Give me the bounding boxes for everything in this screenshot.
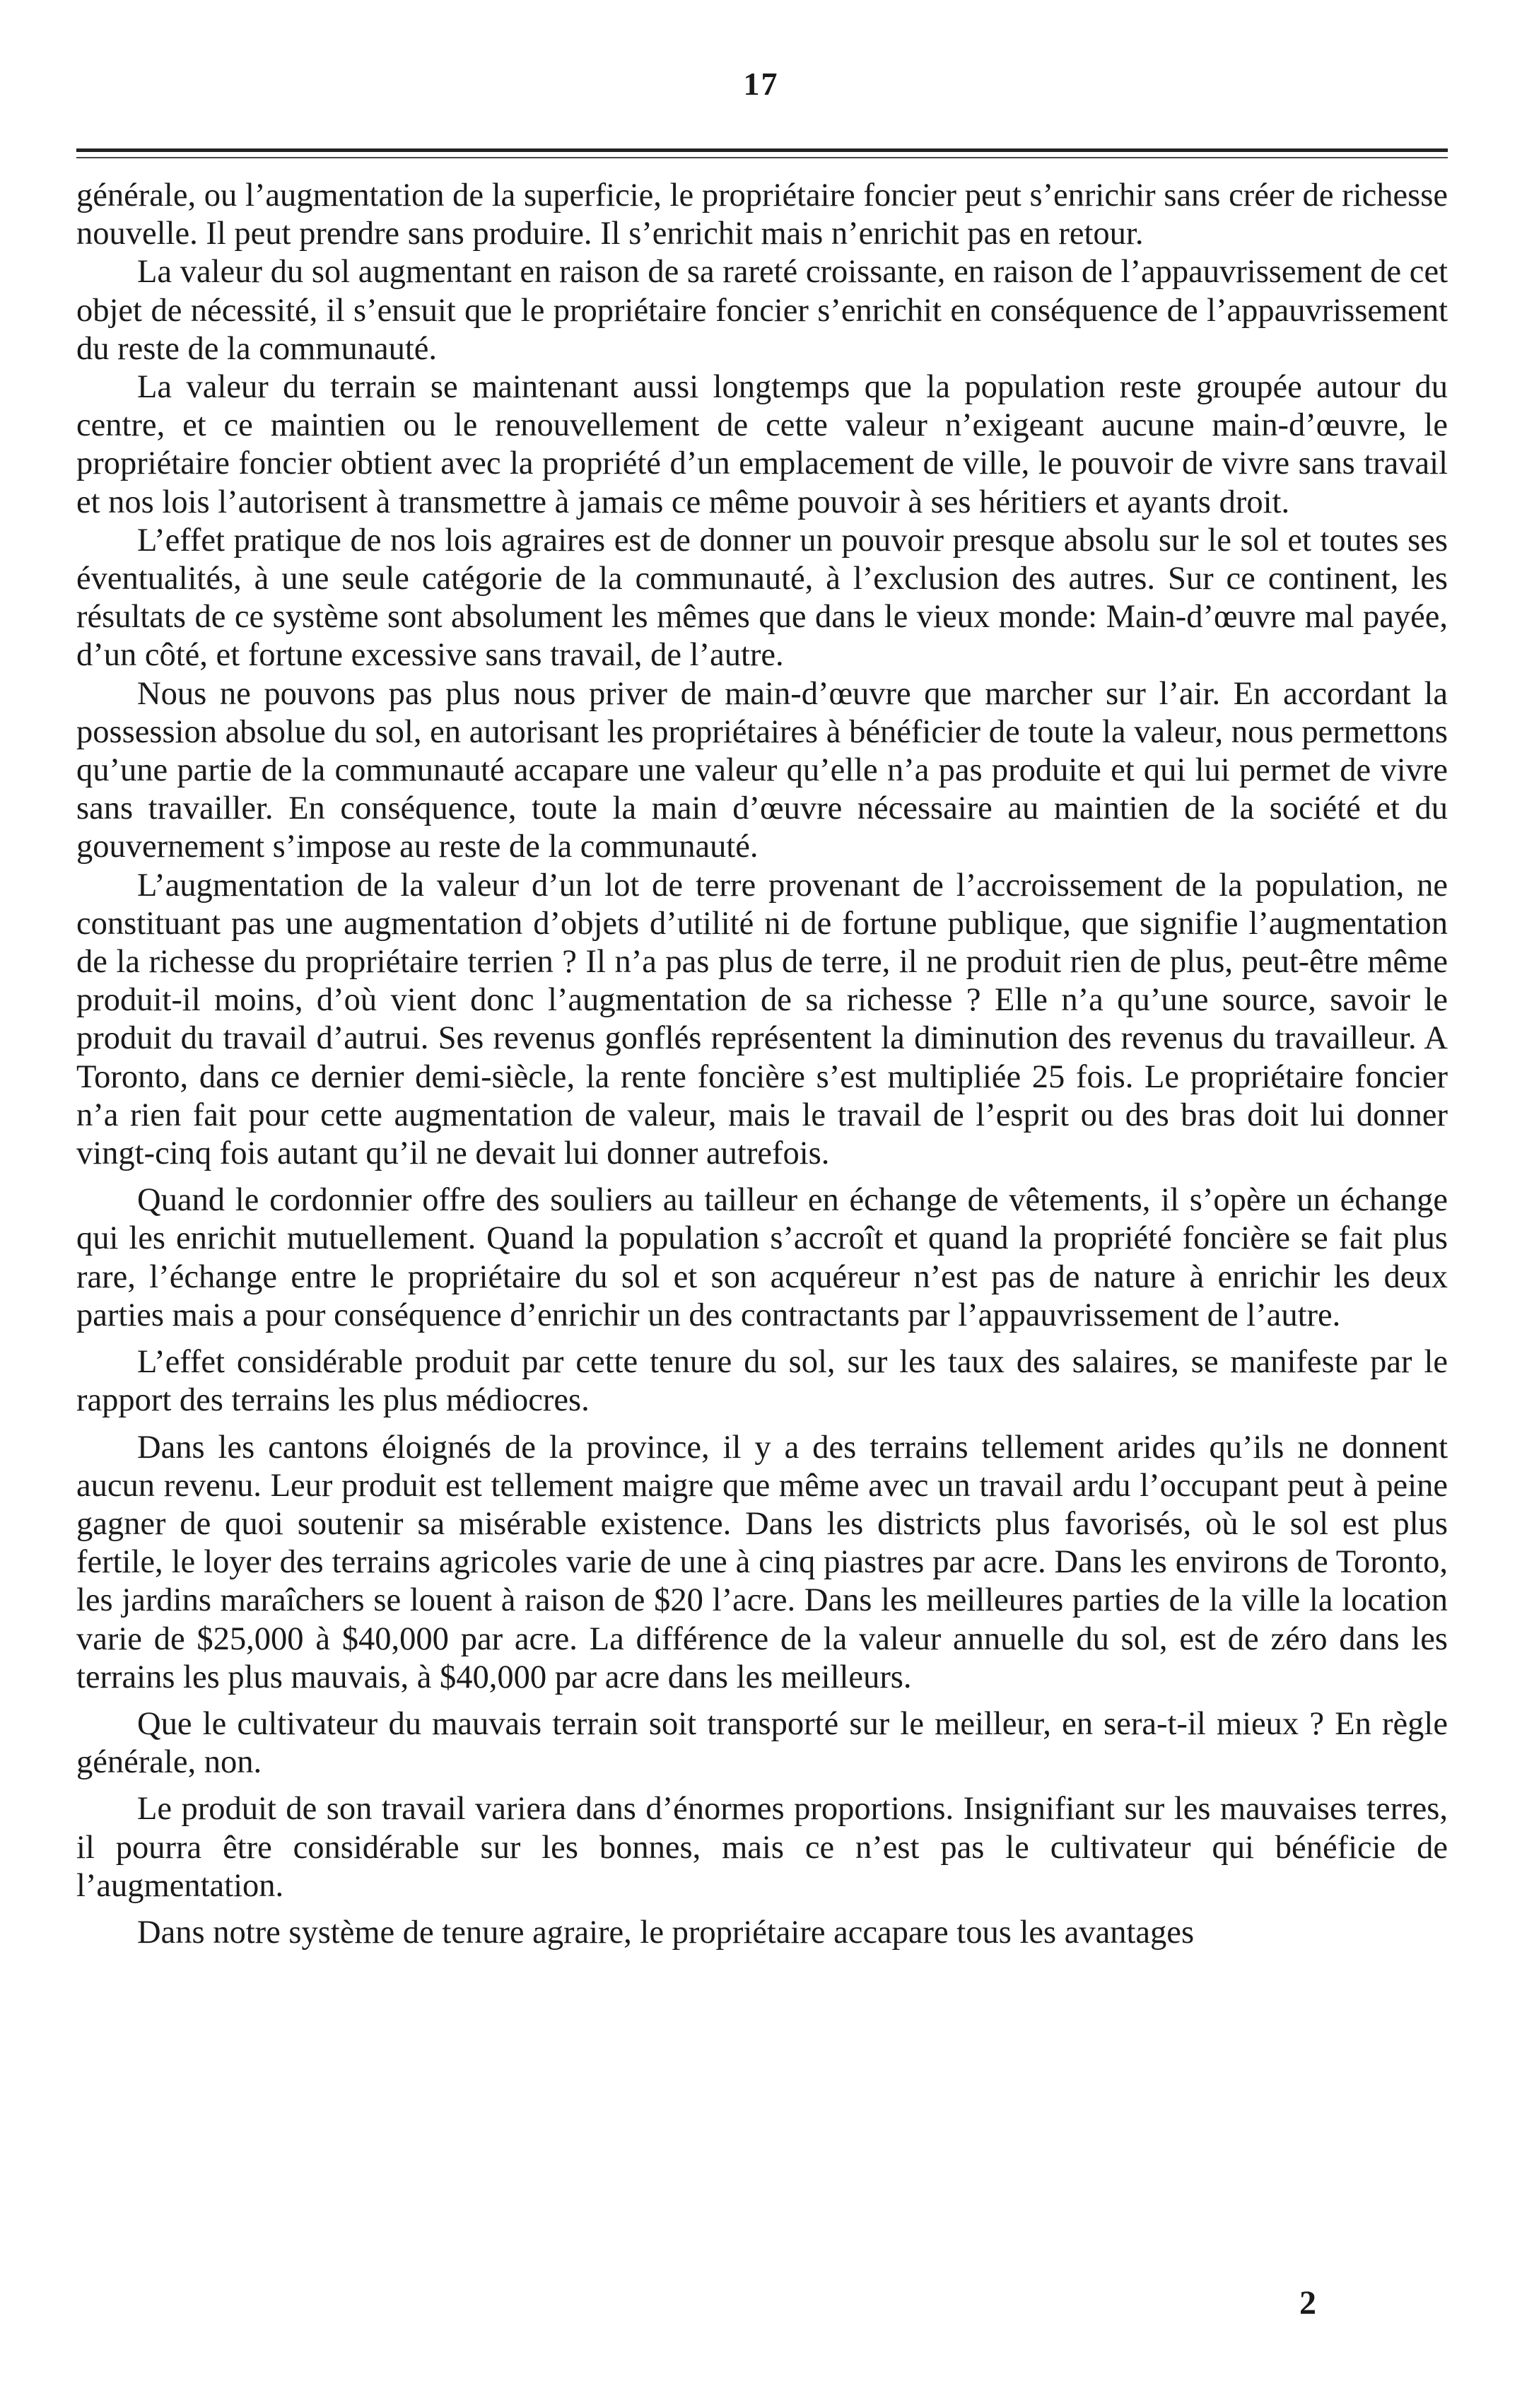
paragraph: Le produit de son travail variera dans d’énormes proportions. Insignifiant sur les mauvaises terres, il pourra être considérable sur les bonnes, mais ce n’est pas le cultivateur qui bénéficie de l’augmentation. bbox=[76, 1791, 1448, 1904]
paragraph: L’effet considérable produit par cette tenure du sol, sur les taux des salaires, se manifeste par le rapport des terrains les plus médiocres. bbox=[76, 1344, 1448, 1419]
paragraph: La valeur du sol augmentant en raison de sa rareté croissante, en raison de l’appauvrissement de cet objet de nécessité, il s’ensuit que le propriétaire foncier s’enrichit en conséquence de l’appauvrissement du reste de la communauté. bbox=[76, 254, 1448, 367]
paragraph: Dans les cantons éloignés de la province, il y a des terrains tellement arides qu’ils ne donnent aucun revenu. Leur produit est tellement maigre que même avec un travail ardu l’occupant peut à peine gagner de quoi soutenir sa misérable existence. Dans les districts plus favorisés, où le sol est plus fertile, le loyer des terrains agricoles varie de une à cinq piastres par acre. Dans les environs de Toronto, les jardins maraîchers se louent à raison de $20 l’acre. Dans les meilleures parties de la ville la location varie de $25,000 à $40,000 par acre. La différence de la valeur annuelle du sol, est de zéro dans les terrains les plus mauvais, à $40,000 par acre dans les meilleurs. bbox=[76, 1429, 1448, 1695]
signature-mark: 2 bbox=[1299, 2284, 1316, 2322]
paragraph: Quand le cordonnier offre des souliers au tailleur en échange de vêtements, il s’opère un échange qui les enrichit mutuellement. Quand la population s’accroît et quand la propriété foncière se fait plus rare, l’échange entre le propriétaire du sol et son acquéreur n’est pas de nature à enrichir les deux parties mais a pour conséquence d’enrichir un des contractants par l’appauvrissement de l’autre. bbox=[76, 1182, 1448, 1333]
header-rule-thick bbox=[76, 148, 1448, 152]
paragraph: Nous ne pouvons pas plus nous priver de main-d’œuvre que marcher sur l’air. En accordant la possession absolue du sol, en autorisant les propriétaires à bénéficier de toute la valeur, nous permettons qu’une partie de la communauté accapare une valeur qu’elle n’a pas produite et qui lui permet de vivre sans travailler. En conséquence, toute la main d’œuvre nécessaire au maintien de la société et du gouvernement s’impose au reste de la communauté. bbox=[76, 675, 1448, 865]
body-text bbox=[76, 177, 1448, 1952]
page-number: 17 bbox=[743, 66, 779, 102]
paragraph: La valeur du terrain se maintenant aussi longtemps que la population reste groupée autour du centre, et ce maintien ou le renouvellement de cette valeur n’exigeant aucune main-d’œuvre, le propriétaire foncier obtient avec la propriété d’un emplacement de ville, le pouvoir de vivre sans travail et nos lois l’autorisent à transmettre à jamais ce même pouvoir à ses héritiers et ayants droit. bbox=[76, 369, 1448, 520]
paragraph: Que le cultivateur du mauvais terrain soit transporté sur le meilleur, en sera-t-il mieux ? En règle générale, non. bbox=[76, 1705, 1448, 1781]
paragraph: L’augmentation de la valeur d’un lot de terre provenant de l’accroissement de la population, ne constituant pas une augmentation d’objets d’utilité ni de fortune publique, que signifie l’augmentation de la richesse du propriétaire terrien ? Il n’a pas plus de terre, il ne produit rien de plus, peut-être même produit-il moins, d’où vient donc l’augmentation de sa richesse ? Elle n’a qu’une source, savoir le produit du travail d’autrui. Ses revenus gonflés représentent la diminution des revenus du travailleur. A Toronto, dans ce dernier demi-siècle, la rente foncière s’est multipliée 25 fois. Le propriétaire foncier n’a rien fait pour cette augmentation de valeur, mais le travail de l’esprit ou des bras doit lui donner vingt-cinq fois autant qu’il ne devait lui donner autrefois. bbox=[76, 867, 1448, 1172]
header-rule-thin bbox=[76, 157, 1448, 158]
paragraph: générale, ou l’augmentation de la superficie, le propriétaire foncier peut s’enrichir sans créer de richesse nouvelle. Il peut prendre sans produire. Il s’enrichit mais n’enrichit pas en retour. bbox=[76, 177, 1448, 252]
paragraph: L’effet pratique de nos lois agraires est de donner un pouvoir presque absolu sur le sol et toutes ses éventualités, à une seule catégorie de la communauté, à l’exclusion des autres. Sur ce continent, les résultats de ce système sont absolument les mêmes que dans le vieux monde: Main-d’œuvre mal payée, d’un côté, et fortune excessive sans travail, de l’autre. bbox=[76, 522, 1448, 674]
paragraph: Dans notre système de tenure agraire, le propriétaire accapare tous les avantages bbox=[137, 1914, 1195, 1951]
